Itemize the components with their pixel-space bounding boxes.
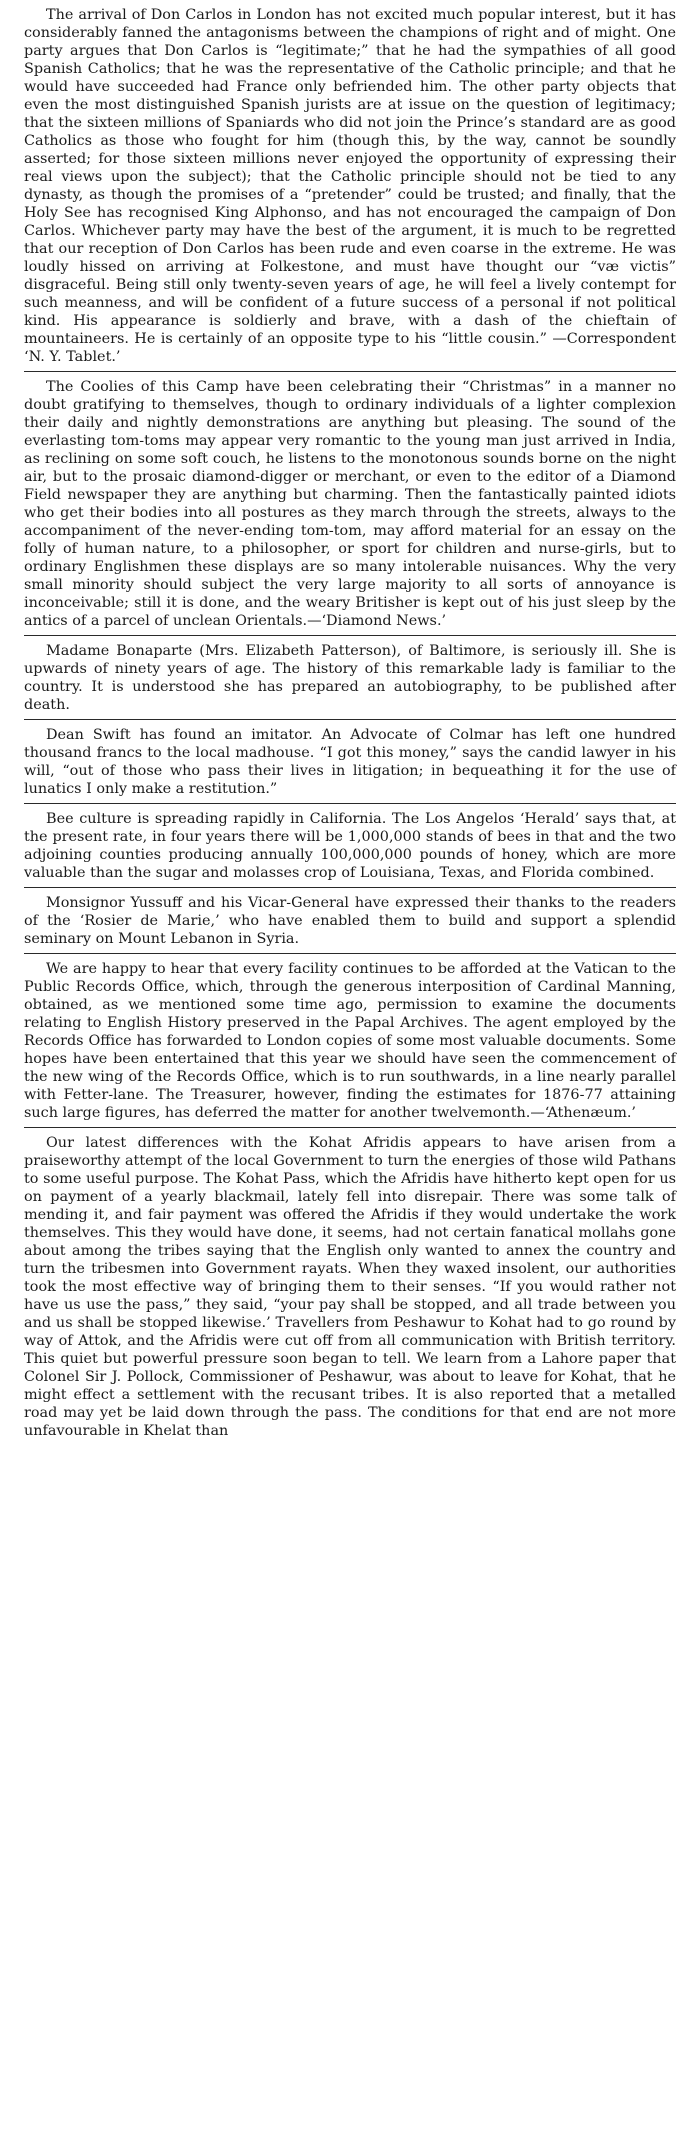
paragraph-bee-culture: Bee culture is spreading rapidly in California. The Los Angelos ‘Herald’ says that, at the present rate, in four years there will be 1,000,000 stands of bees in that and the two adjoining counties producing annually 100,000,000 pounds of honey, which are more valuable than the sugar and molasses crop of Louisiana, Texas, and Florida combined. — [24, 810, 676, 888]
paragraph-monsignor-yussuff: Monsignor Yussuff and his Vicar-General have expressed their thanks to the readers of the ‘Rosier de Marie,’ who have enabled them to build and support a splendid seminary on Mount Lebanon in Syria. — [24, 894, 676, 954]
paragraph-madame-bonaparte: Madame Bonaparte (Mrs. Elizabeth Patterson), of Baltimore, is seriously ill. She is upwards of ninety years of age. The history of this remarkable lady is familiar to the country. It is understood she has prepared an autobiography, to be published after death. — [24, 642, 676, 720]
paragraph-dean-swift: Dean Swift has found an imitator. An Advocate of Colmar has left one hundred thousand francs to the local madhouse. “I got this money,” says the candid lawyer in his will, “out of those who pass their lives in litigation; in bequeathing it for the use of lunatics I only make a restitution.” — [24, 726, 676, 804]
paragraph-coolies-christmas: The Coolies of this Camp have been celebrating their “Christmas” in a manner no doubt gratifying to themselves, though to ordinary individuals of a lighter complexion their daily and nightly demonstrations are anything but pleasing. The sound of the everlasting tom-toms may appear very romantic to the young man just arrived in India, as reclining on some soft couch, he listens to the monotonous sounds borne on the night air, but to the prosaic diamond-digger or merchant, or even to the editor of a Diamond Field newspaper they are anything but charming. Then the fantastically painted idiots who get their bodies into all postures as they march through the streets, always to the accompaniment of the never-ending tom-tom, may afford material for an essay on the folly of human nature, to a philosopher, or sport for children and nurse-girls, but to ordinary Englishmen these displays are so many intolerable nuisances. Why the very small minority should subject the very large majority to all sorts of annoyance is inconceivable; still it is done, and the weary Britisher is kept out of his just sleep by the antics of a parcel of unclean Orientals.—‘Diamond News.’ — [24, 378, 676, 636]
document-page — [24, 6, 676, 1451]
paragraph-public-records-office: We are happy to hear that every facility continues to be afforded at the Vatican to the Public Records Office, which, through the generous interposition of Cardinal Manning, obtained, as we mentioned some time ago, permission to examine the documents relating to English History preserved in the Papal Archives. The agent employed by the Records Office has forwarded to London copies of some most valuable documents. Some hopes have been entertained that this year we should have seen the commencement of the new wing of the Records Office, which is to run southwards, in a line nearly parallel with Fetter-lane. The Treasurer, however, finding the estimates for 1876-77 attaining such large figures, has deferred the matter for another twelvemonth.—‘Athenæum.’ — [24, 960, 676, 1128]
paragraph-don-carlos: The arrival of Don Carlos in London has not excited much popular interest, but it has considerably fanned the antagonisms between the champions of right and of might. One party argues that Don Carlos is “legitimate;” that he had the sympathies of all good Spanish Catholics; that he was the representative of the Catholic principle; and that he would have succeeded had France only befriended him. The other party objects that even the most distinguished Spanish jurists are at issue on the question of legitimacy; that the sixteen millions of Spaniards who did not join the Prince’s standard are as good Catholics as those who fought for him (though this, by the way, cannot be soundly asserted; for those sixteen millions never enjoyed the opportunity of expressing their real views upon the subject); that the Catholic principle should not be tied to any dynasty, as though the promises of a “pretender” could be trusted; and finally, that the Holy See has recognised King Alphonso, and has not encouraged the campaign of Don Carlos. Whichever party may have the best of the argument, it is much to be regretted that our reception of Don Carlos has been rude and even coarse in the extreme. He was loudly hissed on arriving at Folkestone, and must have thought our “væ victis” disgraceful. Being still only twenty-seven years of age, he will feel a lively contempt for such meanness, and will be confident of a future success of a personal if not political kind. His appearance is soldierly and brave, with a dash of the chieftain of mountaineers. He is certainly of an opposite type to his “little cousin.” —Correspondent ‘N. Y. Tablet.’ — [24, 6, 676, 372]
paragraph-kohat-afridis: Our latest differences with the Kohat Afridis appears to have arisen from a praiseworthy attempt of the local Government to turn the energies of those wild Pathans to some useful purpose. The Kohat Pass, which the Afridis have hitherto kept open for us on payment of a yearly blackmail, lately fell into disrepair. There was some talk of mending it, and fair payment was offered the Afridis if they would undertake the work themselves. This they would have done, it seems, had not certain fanatical mollahs gone about among the tribes saying that the English only wanted to annex the country and turn the tribesmen into Government rayats. When they waxed insolent, our authorities took the most effective way of bringing them to their senses. “If you would rather not have us use the pass,” they said, “your pay shall be stopped, and all trade between you and us shall be stopped likewise.’ Travellers from Peshawur to Kohat had to go round by way of Attok, and the Afridis were cut off from all communication with British territory. This quiet but powerful pressure soon began to tell. We learn from a Lahore paper that Colonel Sir J. Pollock, Commissioner of Peshawur, was about to leave for Kohat, that he might effect a settlement with the recusant tribes. It is also reported that a metalled road may yet be laid down through the pass. The conditions for that end are not more unfavourable in Khelat than — [24, 1135, 676, 1439]
